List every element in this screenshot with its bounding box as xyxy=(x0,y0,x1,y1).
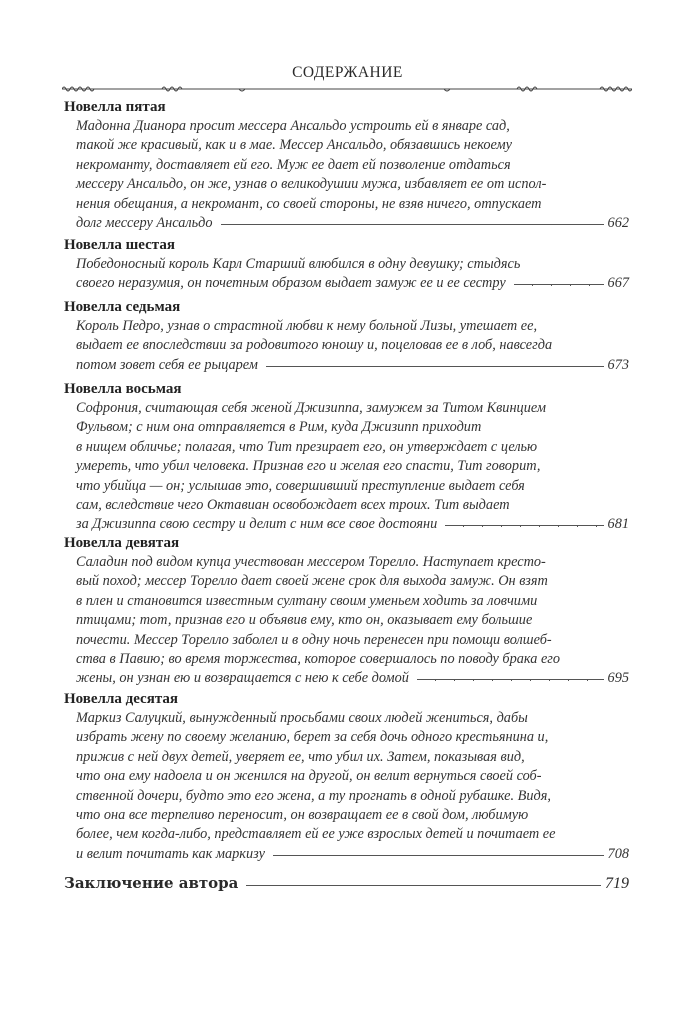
toc-entry[interactable] xyxy=(64,534,629,689)
dot-leader xyxy=(266,365,604,367)
summary-line: Король Педро, узнав о страстной любви к нему больной Лизы, утешает ее, xyxy=(76,318,538,334)
page-number: 681 xyxy=(607,516,629,533)
entry-heading: Заключение автора xyxy=(64,874,239,892)
summary-line: жены, он узнан ею и возвращается с нею к себе домой xyxy=(76,670,409,687)
summary-line: Мадонна Дианора просит мессера Ансальдо устроить ей в январе сад, xyxy=(76,118,510,134)
toc-entry[interactable] xyxy=(64,298,629,375)
summary-line: в плен и становится известным султану своим уменьем ходить за ловчими xyxy=(76,592,538,609)
entry-heading: Новелла шестая xyxy=(64,237,175,253)
page-number: 719 xyxy=(605,875,629,892)
summary-line: такой же красивый, как и в мае. Мессер Ансальдо, обязавшись некоему xyxy=(76,137,512,154)
summary-line: птицами; тот, признав его и объявив ему, кто он, оказывает ему большие xyxy=(76,612,533,629)
summary-line: ственной дочери, будто это его жена, а ту прогнать в одной рубашке. Видя, xyxy=(76,787,551,804)
entry-heading: Новелла десятая xyxy=(64,691,179,707)
summary-line: что она ему надоела и он женился на другой, он велит вернуться своей соб- xyxy=(76,768,542,785)
page-number: 673 xyxy=(607,356,629,373)
dot-leader xyxy=(273,854,604,856)
dot-leader xyxy=(246,884,601,886)
entry-summary xyxy=(76,255,629,294)
summary-line: умереть, что убил человека. Признав его и желая его спасти, Тит говорит, xyxy=(76,458,541,475)
dot-leader xyxy=(445,524,603,526)
entry-heading: Новелла пятая xyxy=(64,99,166,115)
toc-entry[interactable] xyxy=(64,690,629,864)
summary-line: Софрония, считающая себя женой Джизиппа, замужем за Титом Квинцием xyxy=(76,400,546,416)
toc-entry[interactable] xyxy=(64,98,629,233)
entry-summary xyxy=(76,317,629,375)
toc-entry[interactable] xyxy=(64,380,629,535)
summary-line: долг мессеру Ансальдо xyxy=(76,215,213,232)
page-number: 708 xyxy=(607,845,629,862)
summary-line: Фульвом; с ним она отправляется в Рим, куда Джизипп приходит xyxy=(76,419,482,436)
summary-line: более, чем когда-либо, представляет ей ее уже взрослых детей и почитает ее xyxy=(76,826,556,843)
dot-leader xyxy=(221,223,604,225)
summary-line: некроманту, доставляет ей его. Муж ее дает ей позволение отдаться xyxy=(76,156,511,173)
summary-line: что убийца — он; услышав это, совершивший преступление выдает себя xyxy=(76,477,525,494)
summary-line: Саладин под видом купца учествован мессером Торелло. Наступает кресто- xyxy=(76,554,546,570)
summary-line: вый поход; мессер Торелло дает своей жене срок для выхода замуж. Он взят xyxy=(76,573,548,590)
dot-leader xyxy=(417,678,604,680)
summary-line: и велит почитать как маркизу xyxy=(76,845,265,862)
entry-heading: Новелла седьмая xyxy=(64,299,181,315)
summary-line: избрать жену по своему желанию, берет за себя дочь одного крестьянина и, xyxy=(76,729,549,746)
entry-summary xyxy=(76,709,629,864)
summary-line: потом зовет себя ее рыцарем xyxy=(76,356,258,373)
ornamental-rule xyxy=(62,82,632,94)
summary-line: мессеру Ансальдо, он же, узнав о великодушии мужа, избавляет ее от испол- xyxy=(76,176,547,193)
toc-entry[interactable] xyxy=(64,236,629,294)
entry-heading: Новелла девятая xyxy=(64,535,180,551)
entry-summary xyxy=(76,553,629,689)
summary-line: за Джизиппа свою сестру и делит с ним все свое достояни xyxy=(76,516,438,533)
entry-summary xyxy=(76,399,629,535)
summary-line: в нищем обличье; полагая, что Тит презирает его, он утверждает с целью xyxy=(76,438,538,455)
summary-line: ства в Павию; во время торжества, которое совершалось по поводу брака его xyxy=(76,651,561,668)
summary-line: почести. Мессер Торелло заболел и в одну ночь перенесен при помощи волшеб- xyxy=(76,631,552,648)
page-title: СОДЕРЖАНИЕ xyxy=(292,64,403,81)
page-number: 667 xyxy=(607,275,629,292)
page-number: 695 xyxy=(607,670,629,687)
toc-entry-conclusion[interactable] xyxy=(64,874,629,893)
summary-line: прижив с ней двух детей, уверяет ее, что убил их. Затем, показывая вид, xyxy=(76,748,525,765)
summary-line: Маркиз Салуцкий, вынужденный просьбами своих людей жениться, дабы xyxy=(76,710,528,726)
summary-line: Победоносный король Карл Старший влюбился в одну девушку; стыдясь xyxy=(76,256,521,272)
dot-leader xyxy=(514,283,604,285)
summary-line: выдает ее впоследствии за родовитого юношу и, поцеловав ее в лоб, навсегда xyxy=(76,337,553,354)
summary-line: что она все терпеливо переносит, он возвращает ее в свой дом, любимую xyxy=(76,807,529,824)
summary-line: сам, вследствие чего Октавиан освобождает всех троих. Тит выдает xyxy=(76,497,510,514)
summary-line: нения обещания, а некромант, со своей стороны, не взяв ничего, отпускает xyxy=(76,195,542,212)
entry-summary xyxy=(76,117,629,233)
entry-heading: Новелла восьмая xyxy=(64,381,182,397)
summary-line: своего неразумия, он почетным образом выдает замуж ее и ее сестру xyxy=(76,275,506,292)
page-number: 662 xyxy=(607,215,629,232)
